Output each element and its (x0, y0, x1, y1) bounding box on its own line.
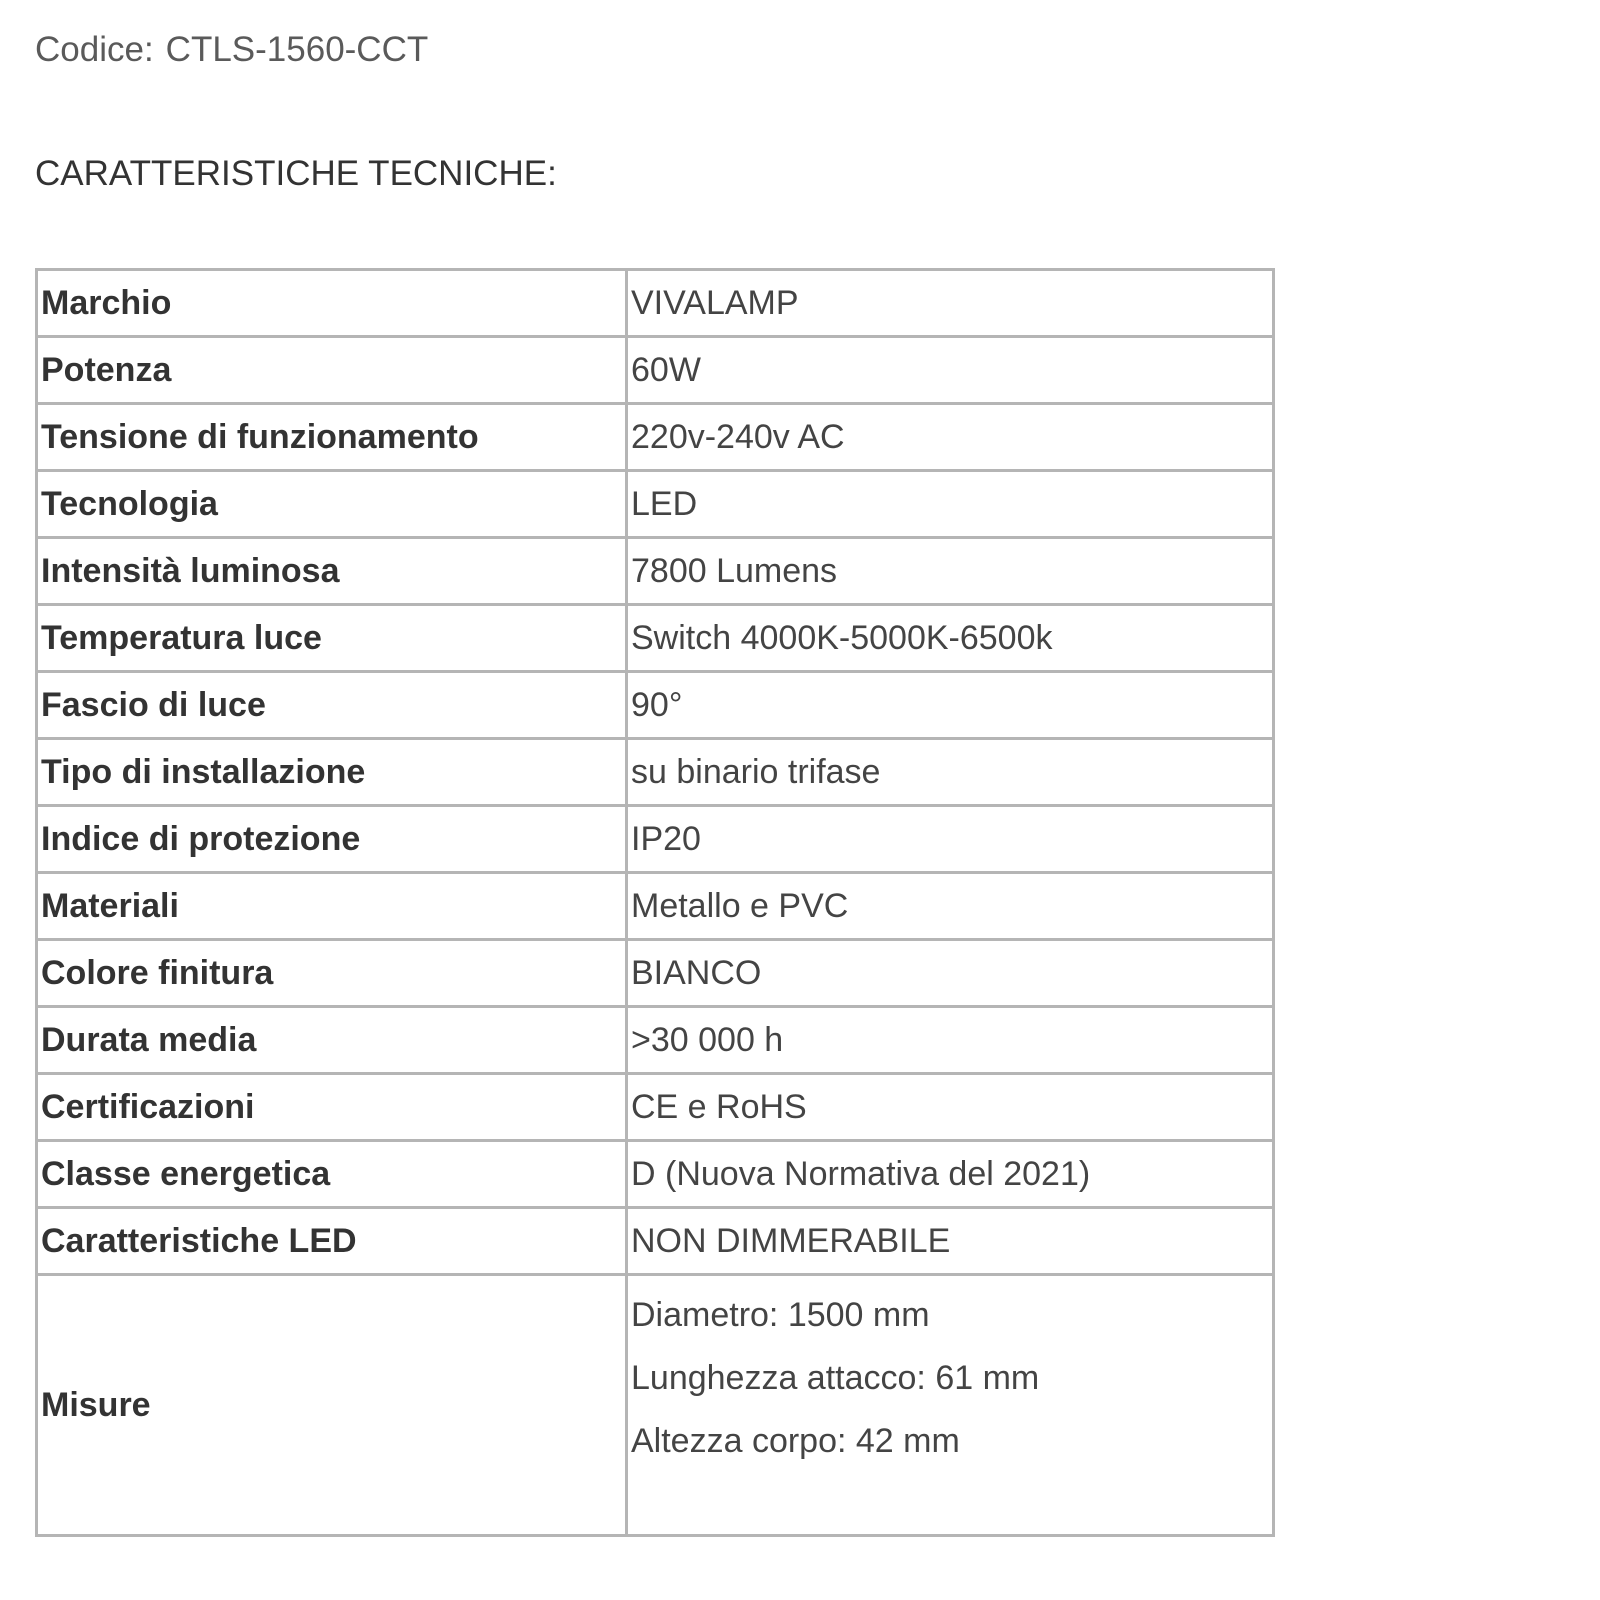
table-row (37, 1074, 1274, 1141)
measure-diameter: Diametro: 1500 mm (631, 1296, 930, 1334)
table-row (37, 538, 1274, 605)
spec-value: 220v-240v AC (627, 404, 1274, 471)
spec-label: Certificazioni (37, 1074, 627, 1141)
spec-value: VIVALAMP (627, 270, 1274, 337)
spec-value: Switch 4000K-5000K-6500k (627, 605, 1274, 672)
spec-label: Durata media (37, 1007, 627, 1074)
table-row (37, 1208, 1274, 1275)
spec-value: D (Nuova Normativa del 2021) (627, 1141, 1274, 1208)
spec-label: Indice di protezione (37, 806, 627, 873)
table-row (37, 1007, 1274, 1074)
table-row (37, 672, 1274, 739)
table-row (37, 270, 1274, 337)
spec-label: Colore finitura (37, 940, 627, 1007)
spec-label: Potenza (37, 337, 627, 404)
table-row-measures (37, 1275, 1274, 1536)
spec-value: BIANCO (627, 940, 1274, 1007)
table-row (37, 873, 1274, 940)
table-row (37, 404, 1274, 471)
spec-value: 60W (627, 337, 1274, 404)
measure-attachment-length: Lunghezza attacco: 61 mm (631, 1359, 1040, 1397)
table-row (37, 337, 1274, 404)
measure-body-height: Altezza corpo: 42 mm (631, 1422, 960, 1460)
table-row (37, 605, 1274, 672)
spec-table (35, 268, 1275, 1537)
spec-label: Tipo di installazione (37, 739, 627, 806)
spec-label-measures: Misure (37, 1275, 627, 1536)
spec-value: NON DIMMERABILE (627, 1208, 1274, 1275)
spec-value: 7800 Lumens (627, 538, 1274, 605)
spec-label: Caratteristiche LED (37, 1208, 627, 1275)
spec-label: Intensità luminosa (37, 538, 627, 605)
spec-value: su binario trifase (627, 739, 1274, 806)
product-code-label: Codice: (35, 30, 154, 69)
table-row (37, 940, 1274, 1007)
spec-value: 90° (627, 672, 1274, 739)
spec-label: Fascio di luce (37, 672, 627, 739)
spec-value: IP20 (627, 806, 1274, 873)
spec-label: Tensione di funzionamento (37, 404, 627, 471)
spec-label: Classe energetica (37, 1141, 627, 1208)
product-code (35, 28, 428, 72)
spec-value: Metallo e PVC (627, 873, 1274, 940)
table-row (37, 739, 1274, 806)
section-heading: CARATTERISTICHE TECNICHE: (35, 154, 557, 193)
product-code-value: CTLS-1560-CCT (165, 30, 429, 69)
table-row (37, 806, 1274, 873)
spec-value: >30 000 h (627, 1007, 1274, 1074)
spec-label: Marchio (37, 270, 627, 337)
spec-label: Tecnologia (37, 471, 627, 538)
spec-value: LED (627, 471, 1274, 538)
spec-value-measures (627, 1275, 1274, 1536)
spec-label: Materiali (37, 873, 627, 940)
table-row (37, 471, 1274, 538)
table-row (37, 1141, 1274, 1208)
spec-value: CE e RoHS (627, 1074, 1274, 1141)
spec-label: Temperatura luce (37, 605, 627, 672)
